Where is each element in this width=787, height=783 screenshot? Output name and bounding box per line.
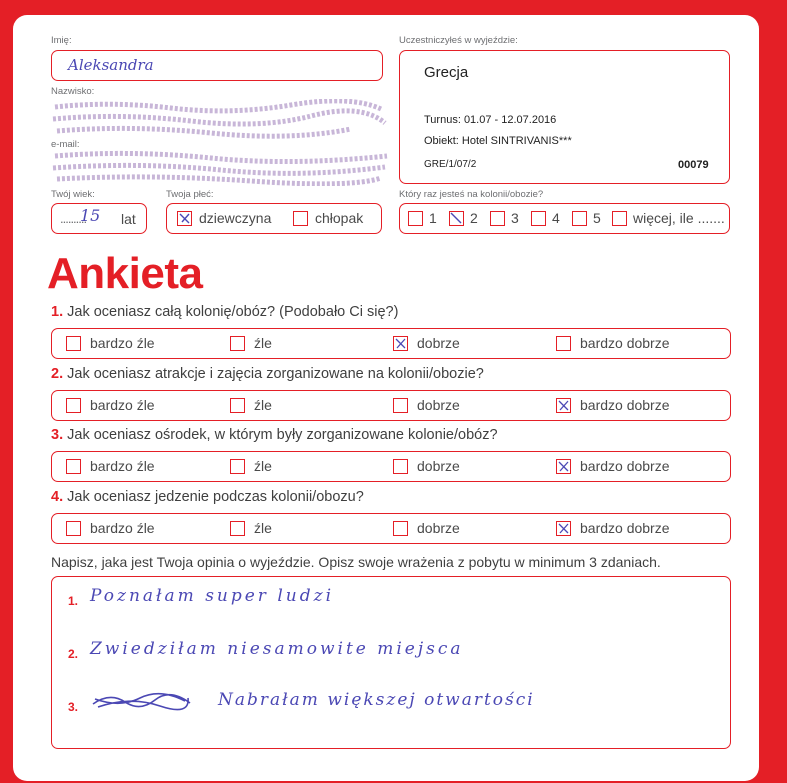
question-number: 2. [51,365,64,382]
gender-option-label: dziewczyna [199,210,272,226]
times-option-4[interactable] [531,210,560,231]
checkbox[interactable] [408,211,423,226]
email-label: e-mail: [51,139,80,150]
opinion-line-3 [68,690,535,716]
answer-option[interactable] [393,458,460,479]
checkbox[interactable] [531,211,546,226]
times-option-label: 2 [470,210,478,226]
answer-option[interactable] [230,458,272,479]
crossed-out-scribble [90,690,195,714]
answer-option-label: bardzo źle [90,458,155,474]
answer-option[interactable] [556,458,670,479]
question-label: Jak oceniasz atrakcje i zajęcia zorganizowane na kolonii/obozie? [67,365,484,382]
age-unit: lat [121,211,136,227]
answer-option[interactable] [556,335,670,356]
question-3-options [51,451,731,482]
opinion-line-text: Poznałam super ludzi [90,586,335,606]
answer-option-label: bardzo dobrze [580,396,670,413]
answer-option[interactable] [66,335,155,356]
check-mark-icon [393,336,408,351]
question-2-options [51,390,731,421]
checkbox[interactable] [66,521,81,536]
checkbox[interactable] [66,459,81,474]
question-1-options [51,328,731,359]
times-option-label: 1 [429,210,437,226]
checkbox[interactable] [66,398,81,413]
opinion-line-1 [68,586,335,610]
times-option-1[interactable] [408,210,437,231]
check-mark-icon [449,211,464,226]
trip-turnus: Turnus: 01.07 - 12.07.2016 [424,114,557,126]
email-redacted [51,148,389,186]
age-label: Twój wiek: [51,189,95,200]
check-mark-icon [556,459,571,474]
answer-option-label: źle [254,396,272,413]
surname-label: Nazwisko: [51,86,95,97]
answer-option-label: bardzo dobrze [580,519,670,536]
checkbox[interactable] [393,398,408,413]
trip-box [399,50,730,184]
check-mark-icon [177,211,192,226]
name-value: Aleksandra [68,56,154,74]
opinion-box[interactable] [51,576,731,749]
times-option-label: więcej, ile ....... [633,210,725,226]
times-label: Który raz jesteś na kolonii/obozie? [399,189,544,200]
opinion-line-number: 1. [68,594,79,608]
name-label: Imię: [51,35,72,46]
trip-number: 00079 [678,159,709,171]
redaction-scribble [51,99,387,141]
times-option-label: 4 [552,210,560,226]
answer-option[interactable] [66,519,155,541]
checkbox[interactable] [556,336,571,351]
question-2-text [51,366,484,382]
answer-option-label: źle [254,335,272,351]
times-field [399,203,730,234]
opinion-line-text: Zwiedziłam niesamowite miejsca [90,639,464,659]
question-4-text [51,489,364,505]
times-option-more[interactable] [612,210,725,231]
redaction-scribble [51,148,389,186]
answer-option-label: dobrze [417,458,460,474]
opinion-prompt: Napisz, jaka jest Twoja opinia o wyjeździe. Opisz swoje wrażenia z pobytu w minimum 3 zdaniach. [51,554,661,570]
answer-option-label: bardzo źle [90,335,155,351]
opinion-line-number: 3. [68,700,79,714]
trip-destination: Grecja [424,64,469,81]
answer-option[interactable] [556,396,670,418]
answer-option-label: dobrze [417,396,460,413]
question-number: 3. [51,427,64,443]
question-number: 1. [51,304,64,320]
answer-option-label: bardzo źle [90,396,155,413]
question-number: 4. [51,488,64,505]
answer-option[interactable] [230,335,272,356]
survey-sheet [13,15,759,781]
question-label: Jak oceniasz jedzenie podczas kolonii/obozu? [67,488,364,505]
answer-option-label: bardzo źle [90,519,155,536]
checkbox[interactable] [393,459,408,474]
gender-option-boy[interactable] [293,210,364,231]
answer-option-label: dobrze [417,519,460,536]
answer-option-label: dobrze [417,335,460,351]
age-field[interactable]: .......... 15 lat [51,203,147,234]
age-value: 15 [80,206,101,225]
times-option-2[interactable] [449,210,478,231]
checkbox[interactable] [230,459,245,474]
answer-option[interactable] [230,396,272,418]
answer-option[interactable] [393,396,460,418]
opinion-line-text: Nabrałam większej otwartości [218,690,535,710]
survey-title: Ankieta [47,249,203,298]
times-option-label: 5 [593,210,601,226]
trip-code: GRE/1/07/2 [424,159,477,170]
checkbox[interactable] [572,211,587,226]
checkbox[interactable] [230,521,245,536]
times-option-5[interactable] [572,210,601,231]
checkbox[interactable] [230,398,245,413]
surname-redacted [51,99,387,141]
times-option-label: 3 [511,210,519,226]
question-3-text [51,427,498,443]
opinion-line-2 [68,639,464,663]
gender-field [166,203,382,234]
trip-label: Uczestniczyłeś w wyjeździe: [399,35,518,46]
question-1-text [51,304,398,320]
checkbox[interactable] [393,521,408,536]
times-option-3[interactable] [490,210,519,231]
checkbox[interactable] [612,211,627,226]
trip-obiekt: Obiekt: Hotel SINTRIVANIS*** [424,135,572,147]
answer-option[interactable] [230,519,272,541]
name-field[interactable] [51,50,383,81]
checkbox[interactable] [66,336,81,351]
opinion-line-number: 2. [68,647,79,661]
checkbox[interactable] [490,211,505,226]
gender-option-girl[interactable] [177,210,272,231]
gender-option-label: chłopak [315,210,364,226]
answer-option[interactable] [66,458,155,479]
answer-option-label: bardzo dobrze [580,458,670,474]
check-mark-icon [556,521,571,536]
check-mark-icon [556,398,571,413]
checkbox[interactable] [293,211,308,226]
gender-label: Twoja płeć: [166,189,214,200]
answer-option[interactable] [556,519,670,541]
answer-option[interactable] [66,396,155,418]
answer-option[interactable] [393,335,460,356]
answer-option-label: bardzo dobrze [580,335,670,351]
answer-option[interactable] [393,519,460,541]
question-label: Jak oceniasz ośrodek, w którym były zorganizowane kolonie/obóz? [67,427,498,443]
question-label: Jak oceniasz całą kolonię/obóz? (Podobało Ci się?) [67,304,399,320]
answer-option-label: źle [254,519,272,536]
question-4-options [51,513,731,544]
checkbox[interactable] [230,336,245,351]
answer-option-label: źle [254,458,272,474]
